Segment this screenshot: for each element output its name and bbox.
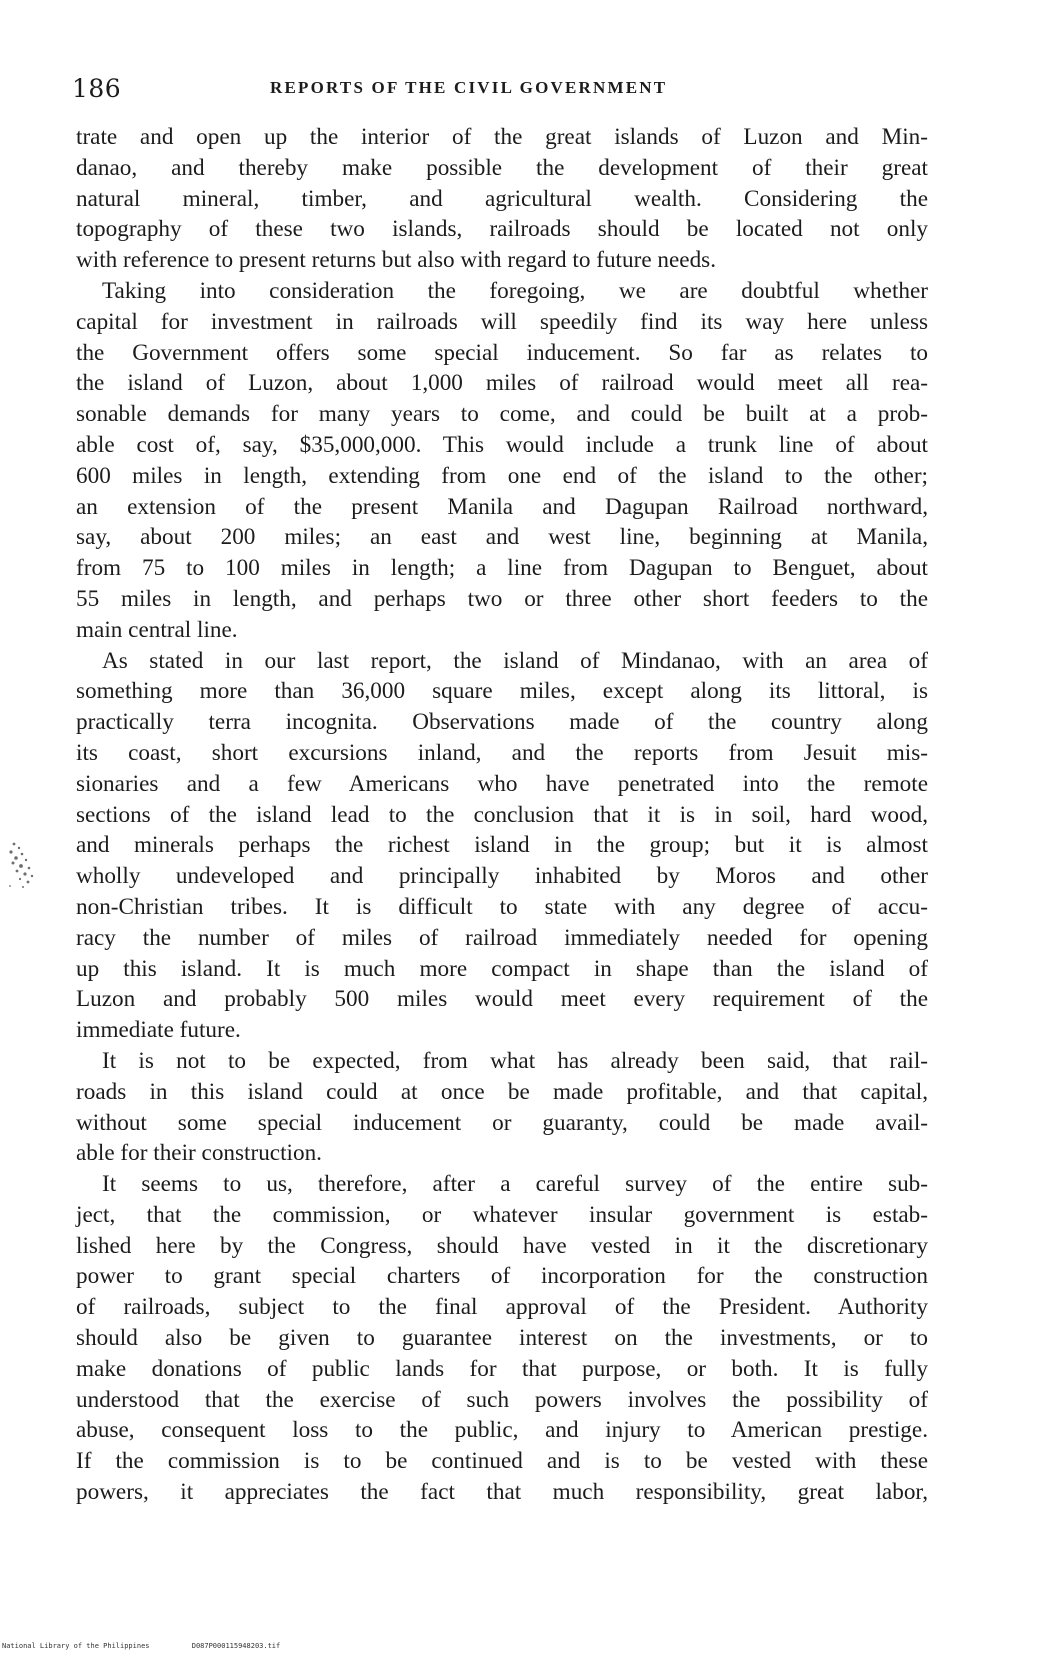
text-line: main central line. bbox=[76, 616, 238, 643]
text-line: It seems to us, therefore, after a careful survey of the entire sub- bbox=[102, 1171, 928, 1198]
text-line: from 75 to 100 miles in length; a line from Dagupan to Benguet, about bbox=[76, 555, 928, 582]
text-line: the island of Luzon, about 1,000 miles of railroad would meet all rea- bbox=[76, 370, 928, 397]
text-line: racy the number of miles of railroad immediately needed for opening bbox=[76, 924, 928, 951]
text-line: say, about 200 miles; an east and west line, beginning at Manila, bbox=[76, 524, 928, 551]
text-line: wholly undeveloped and principally inhabited by Moros and other bbox=[76, 863, 928, 890]
footer-library: National Library of the Philippines bbox=[2, 1642, 150, 1650]
text-line: able cost of, say, $35,000,000. This would include a trunk line of about bbox=[76, 431, 928, 458]
text-line: Taking into consideration the foregoing, we are doubtful whether bbox=[102, 277, 928, 304]
text-line: abuse, consequent loss to the public, and injury to American prestige. bbox=[76, 1417, 928, 1444]
running-head bbox=[72, 74, 927, 114]
text-line: capital for investment in railroads will speedily find its way here unless bbox=[76, 308, 928, 335]
text-line: make donations of public lands for that purpose, or both. It is fully bbox=[76, 1355, 928, 1382]
text-line: immediate future. bbox=[76, 1017, 241, 1044]
text-line: sionaries and a few Americans who have penetrated into the remote bbox=[76, 770, 928, 797]
text-line: able for their construction. bbox=[76, 1140, 322, 1167]
text-line: practically terra incognita. Observations made of the country along bbox=[76, 709, 928, 736]
text-line: non-Christian tribes. It is difficult to state with any degree of accu- bbox=[76, 893, 928, 920]
text-line: up this island. It is much more compact in shape than the island of bbox=[76, 955, 928, 982]
text-line: danao, and thereby make possible the development of their great bbox=[76, 154, 928, 181]
page-number: 186 bbox=[72, 74, 122, 103]
text-line: ject, that the commission, or whatever insular government is estab- bbox=[76, 1201, 928, 1228]
text-line: It is not to be expected, from what has already been said, that rail- bbox=[102, 1047, 928, 1074]
text-line: sections of the island lead to the conclusion that it is in soil, hard wood, bbox=[76, 801, 928, 828]
text-line: without some special inducement or guaranty, could be made avail- bbox=[76, 1109, 928, 1136]
text-line: its coast, short excursions inland, and the reports from Jesuit mis- bbox=[76, 739, 928, 766]
text-line: 55 miles in length, and perhaps two or three other short feeders to the bbox=[76, 585, 928, 612]
text-line: powers, it appreciates the fact that much responsibility, great labor, bbox=[76, 1479, 928, 1506]
text-line: understood that the exercise of such powers involves the possibility of bbox=[76, 1386, 928, 1413]
text-line: lished here by the Congress, should have vested in it the discretionary bbox=[76, 1232, 928, 1259]
text-line: roads in this island could at once be made profitable, and that capital, bbox=[76, 1078, 928, 1105]
text-line: and minerals perhaps the richest island in the group; but it is almost bbox=[76, 832, 928, 859]
scan-footer bbox=[2, 1642, 280, 1650]
text-line: an extension of the present Manila and Dagupan Railroad northward, bbox=[76, 493, 928, 520]
text-line: As stated in our last report, the island of Mindanao, with an area of bbox=[102, 647, 928, 674]
text-line: the Government offers some special inducement. So far as relates to bbox=[76, 339, 928, 366]
footer-file-code: D087P000115948203.tif bbox=[191, 1642, 281, 1650]
text-line: 600 miles in length, extending from one end of the island to the other; bbox=[76, 462, 928, 489]
running-head-title: REPORTS OF THE CIVIL GOVERNMENT bbox=[270, 78, 668, 97]
text-line: natural mineral, timber, and agricultural wealth. Considering the bbox=[76, 185, 928, 212]
text-line: with reference to present returns but also with regard to future needs. bbox=[76, 247, 716, 274]
text-line: something more than 36,000 square miles, except along its littoral, is bbox=[76, 678, 928, 705]
margin-smudge-mark bbox=[2, 838, 36, 896]
text-line: sonable demands for many years to come, and could be built at a prob- bbox=[76, 401, 928, 428]
text-line: If the commission is to be continued and is to be vested with these bbox=[76, 1448, 928, 1475]
text-line: Luzon and probably 500 miles would meet every requirement of the bbox=[76, 986, 928, 1013]
text-line: of railroads, subject to the final approval of the President. Authority bbox=[76, 1294, 928, 1321]
text-line: should also be given to guarantee interest on the investments, or to bbox=[76, 1325, 928, 1352]
text-line: topography of these two islands, railroads should be located not only bbox=[76, 216, 928, 243]
body-text bbox=[76, 122, 928, 1508]
text-line: trate and open up the interior of the great islands of Luzon and Min- bbox=[76, 124, 928, 150]
text-line: power to grant special charters of incorporation for the construction bbox=[76, 1263, 928, 1290]
